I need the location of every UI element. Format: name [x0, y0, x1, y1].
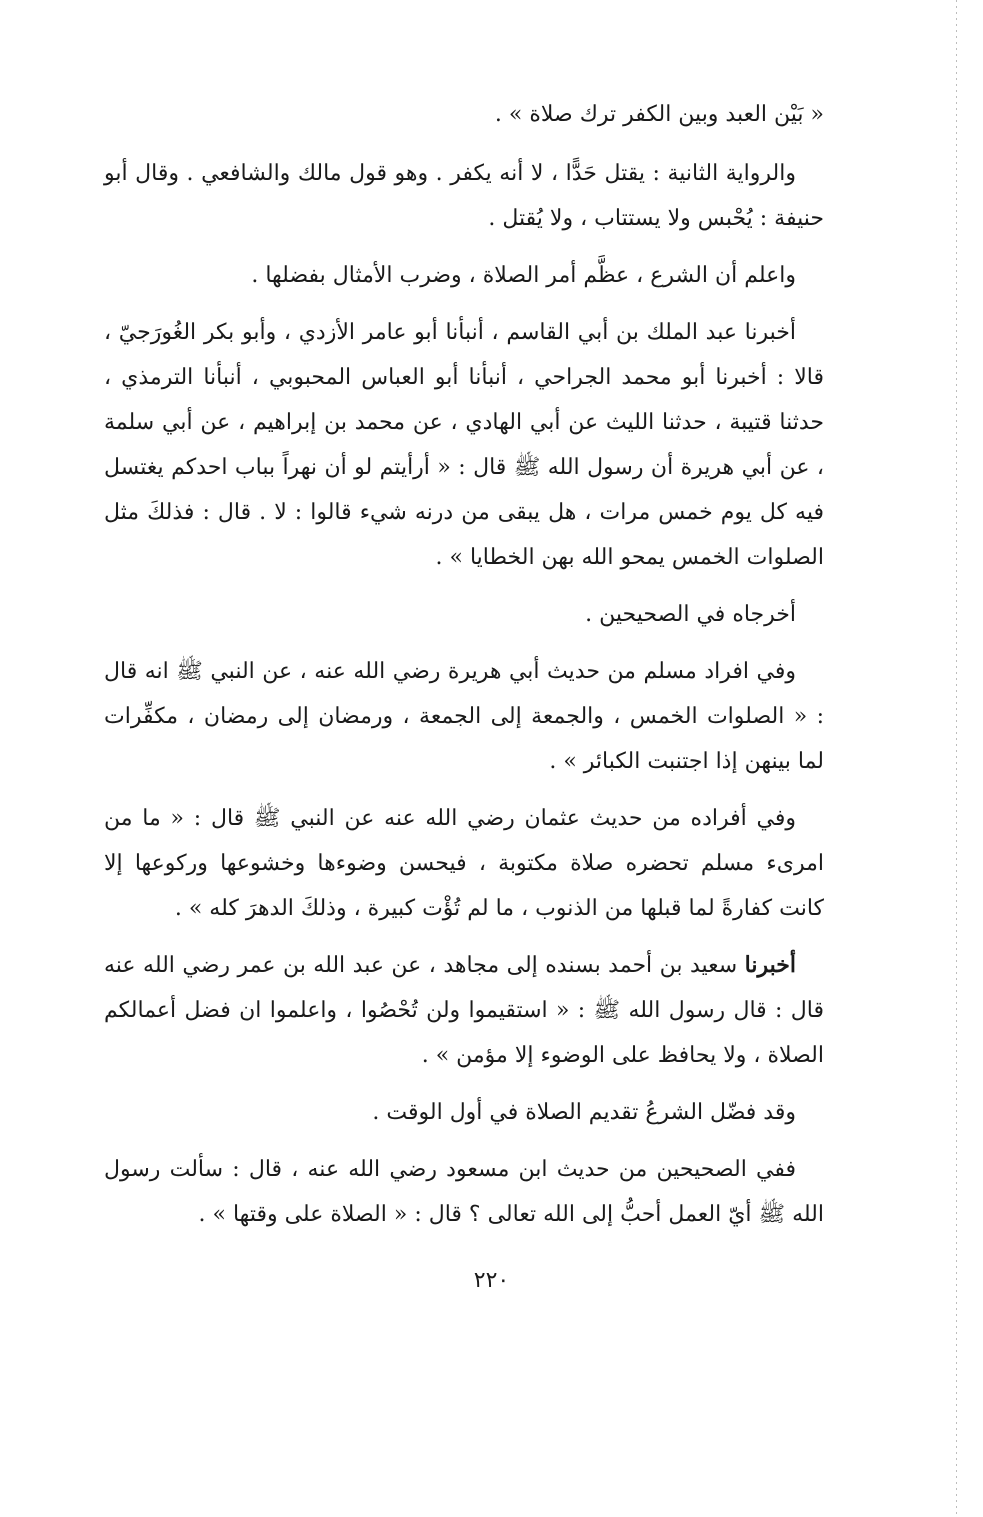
paragraph-4-text: أخبرنا عبد الملك بن أبي القاسم ، أنبأنا أبو عامر الأزدي ، وأبو بكر الغُورَجيّ ، قالا : أخبرنا أبو محمد الجراحي ، أنبأنا أبو العباس المحبوبي ، أنبأنا الترمذي ، حدثنا قتيبة ، حدثنا الليث عن أبي الهادي ، عن محمد بن إبراهيم ، عن أبي سلمة ، عن أبي هريرة أن رسول الله ﷺ قال : « أرأيتم لو أن نهراً بباب احدكم يغتسل فيه كل يوم خمس مرات ، هل يبقى من درنه شيء قالوا : لا . قال : فذلكَ مثل الصلوات الخمس يمحو الله بهن الخطايا » .: [104, 320, 824, 570]
paragraph-7-text: وفي أفراده من حديث عثمان رضي الله عنه عن النبي ﷺ قال : « ما من امرىء مسلم تحضره صلاة مكتوبة ، فيحسن وضوءها وخشوعها وركوعها إلا كانت كفارةً لما قبلها من الذنوب ، ما لم تُؤْت كبيرة ، وذلكَ الدهرَ كله » .: [104, 806, 824, 921]
paragraph-8-lead: أخبرنا: [744, 952, 796, 978]
paragraph-6-text: وفي افراد مسلم من حديث أبي هريرة رضي الله عنه ، عن النبي ﷺ انه قال : « الصلوات الخمس ، والجمعة إلى الجمعة ، ورمضان إلى رمضان ، مكفِّرات لما بينهن إذا اجتنبت الكبائر » .: [104, 659, 824, 774]
paragraph-4: [104, 310, 824, 580]
paragraph-5: [104, 592, 824, 637]
paragraph-2: [104, 151, 824, 241]
paragraph-2-text: والرواية الثانية : يقتل حَدًّا ، لا أنه يكفر . وهو قول مالك والشافعي . وقال أبو حنيفة : يُحْبس ولا يستتاب ، ولا يُقتل .: [104, 161, 824, 231]
paragraph-3-text: واعلم أن الشرع ، عظَّم أمر الصلاة ، وضرب الأمثال بفضلها .: [251, 263, 796, 288]
paragraph-10-text: ففي الصحيحين من حديث ابن مسعود رضي الله عنه ، قال : سألت رسول الله ﷺ أيّ العمل أحبُّ إلى الله تعالى ؟ قال : « الصلاة على وقتها » .: [104, 1157, 824, 1227]
paragraph-9: [104, 1090, 824, 1135]
paragraph-1-text: « بَيْن العبد وبين الكفر ترك صلاة » .: [494, 102, 824, 127]
paragraph-6: [104, 649, 824, 784]
paragraph-3: [104, 253, 824, 298]
paragraph-8: [104, 943, 824, 1078]
scan-edge-line: [956, 0, 957, 1517]
paragraph-5-text: أخرجاه في الصحيحين .: [585, 602, 796, 627]
paragraph-10: [104, 1147, 824, 1237]
paragraph-9-text: وقد فضّل الشرعُ تقديم الصلاة في أول الوقت .: [372, 1100, 796, 1125]
page-number: ٢٢٠: [473, 1268, 510, 1293]
main-text: [104, 92, 824, 1249]
paragraph-8-text: سعيد بن أحمد بسنده إلى مجاهد ، عن عبد الله بن عمر رضي الله عنه قال : قال رسول الله ﷺ : « استقيموا ولن تُحْصُوا ، واعلموا ان فضل أعمالكم الصلاة ، ولا يحافظ على الوضوء إلا مؤمن » .: [104, 953, 824, 1068]
paragraph-7: [104, 796, 824, 931]
paragraph-1: [104, 92, 824, 137]
